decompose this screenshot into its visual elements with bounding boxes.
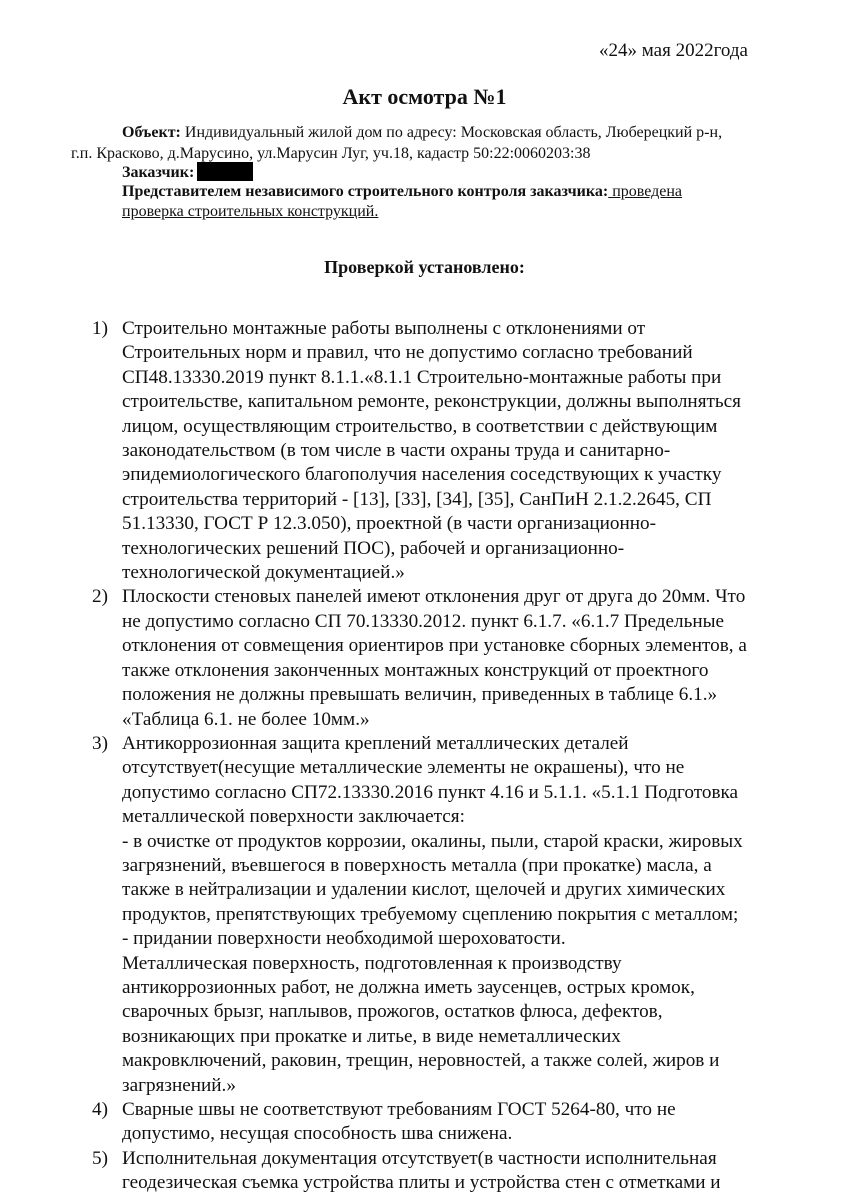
- customer-line: [122, 162, 253, 182]
- object-line-1: [122, 124, 722, 142]
- findings-list: [92, 317, 747, 1196]
- finding-line: отсутствует(несущие металлические элементы не окрашены), что не: [122, 757, 685, 779]
- finding-item-1: [92, 317, 747, 585]
- document-title: Акт осмотра №1: [342, 84, 507, 109]
- finding-number: 2): [92, 586, 108, 608]
- object-value-line-1: Индивидуальный жилой дом по адресу: Московская область, Люберецкий р-н,: [180, 124, 723, 141]
- section-title: Проверкой установлено:: [324, 257, 525, 277]
- finding-line: эпидемиологического благополучия населения соседствующих к участку: [122, 464, 722, 486]
- finding-number: 3): [92, 732, 108, 754]
- finding-line: Металлическая поверхность, подготовленная к производству: [122, 952, 622, 974]
- finding-line: лицом, осуществляющим строительство, в соответствии с действующим: [122, 415, 718, 437]
- finding-line: сварочных брызг, наплывов, прожогов, остатков флюса, дефектов,: [122, 1001, 663, 1023]
- finding-line: допустимо согласно СП72.13330.2016 пункт 4.16 и 5.1.1. «5.1.1 Подготовка: [122, 781, 739, 803]
- finding-line: строительства территорий - [13], [33], [34], [35], СанПиН 2.1.2.2645, СП: [122, 488, 712, 510]
- finding-line: макровключений, раковин, трещин, неровностей, а также солей, жиров и: [122, 1050, 720, 1072]
- finding-item-3: [92, 732, 747, 1098]
- finding-line: также в нейтрализации и удалении кислот, щелочей и других химических: [122, 879, 726, 901]
- finding-line: законодательством (в том числе в части охраны труда и санитарно-: [122, 440, 671, 462]
- representative-label: Представителем независимого строительного контроля заказчика:: [122, 183, 609, 200]
- finding-line: Строительно монтажные работы выполнены с отклонениями от: [122, 318, 646, 339]
- finding-item-5: [92, 1147, 747, 1196]
- finding-line: Строительных норм и правил, что не допустимо согласно требований: [122, 342, 693, 364]
- customer-redacted-block: [197, 162, 253, 181]
- finding-line: - придании поверхности необходимой шероховатости.: [122, 928, 566, 950]
- finding-line: 51.13330, ГОСТ Р 12.3.050), проектной (в части организационно-: [122, 513, 656, 535]
- finding-line: строительстве, капитальном ремонте, реконструкции, должны выполняться: [122, 391, 741, 413]
- finding-line: антикоррозионных работ, не должна иметь заусенцев, острых кромок,: [122, 976, 695, 998]
- finding-number: 4): [92, 1099, 108, 1120]
- finding-line: загрязнений.»: [122, 1074, 236, 1096]
- finding-line: Исполнительная документация отсутствует(в частности исполнительная: [122, 1147, 717, 1169]
- finding-line: положения не должны превышать величин, приведенных в таблице 6.1.»: [122, 684, 718, 706]
- finding-item-2: [92, 585, 747, 731]
- finding-line: «Таблица 6.1. не более 10мм.»: [122, 708, 370, 730]
- finding-line: СП48.13330.2019 пункт 8.1.1.«8.1.1 Строительно-монтажные работы при: [122, 366, 722, 388]
- object-label: Объект:: [122, 124, 181, 141]
- finding-line: геодезическая съемка устройства плиты и устройства стен с отметками и: [122, 1172, 721, 1194]
- finding-line: допустимо, несущая способность шва снижена.: [122, 1123, 513, 1145]
- finding-line: не допустимо согласно СП 70.13330.2012. пункт 6.1.7. «6.1.7 Предельные: [122, 610, 725, 632]
- representative-value-line-1: проведена: [608, 183, 683, 200]
- finding-line: технологических решений ПОС), рабочей и организационно-: [122, 537, 625, 559]
- finding-number: 5): [92, 1147, 108, 1169]
- finding-line: технологической документацией.»: [122, 562, 405, 584]
- representative-line-1: [122, 183, 682, 201]
- finding-line: Плоскости стеновых панелей имеют отклонения друг от друга до 20мм. Что: [122, 586, 746, 608]
- finding-item-4: [92, 1098, 747, 1147]
- finding-line: - в очистке от продуктов коррозии, окалины, пыли, старой краски, жировых: [122, 830, 743, 852]
- finding-line: также отклонения законченных монтажных конструкций от проектного: [122, 659, 709, 681]
- document-date: «24» мая 2022года: [599, 40, 748, 61]
- finding-line: возникающих при прокатке и литье, в виде неметаллических: [122, 1025, 621, 1047]
- finding-line: Антикоррозионная защита креплений металлических деталей: [122, 732, 629, 754]
- representative-value-line-2: проверка строительных конструкций.: [122, 203, 379, 220]
- finding-line: Сварные швы не соответствуют требованиям ГОСТ 5264-80, что не: [122, 1099, 676, 1120]
- finding-line: металлической поверхности заключается:: [122, 806, 465, 828]
- finding-line: продуктов, препятствующих требуемому сцеплению покрытия с металлом;: [122, 903, 739, 925]
- object-value-line-2: г.п. Красково, д.Марусино, ул.Марусин Луг, уч.18, кадастр 50:22:0060203:38: [71, 145, 591, 162]
- finding-number: 1): [92, 318, 108, 339]
- finding-line: отклонения от совмещения ориентиров при установке сборных элементов, а: [122, 635, 747, 657]
- finding-line: загрязнений, въевшегося в поверхность металла (при прокатке) масла, а: [122, 854, 712, 876]
- customer-label: Заказчик:: [122, 164, 195, 181]
